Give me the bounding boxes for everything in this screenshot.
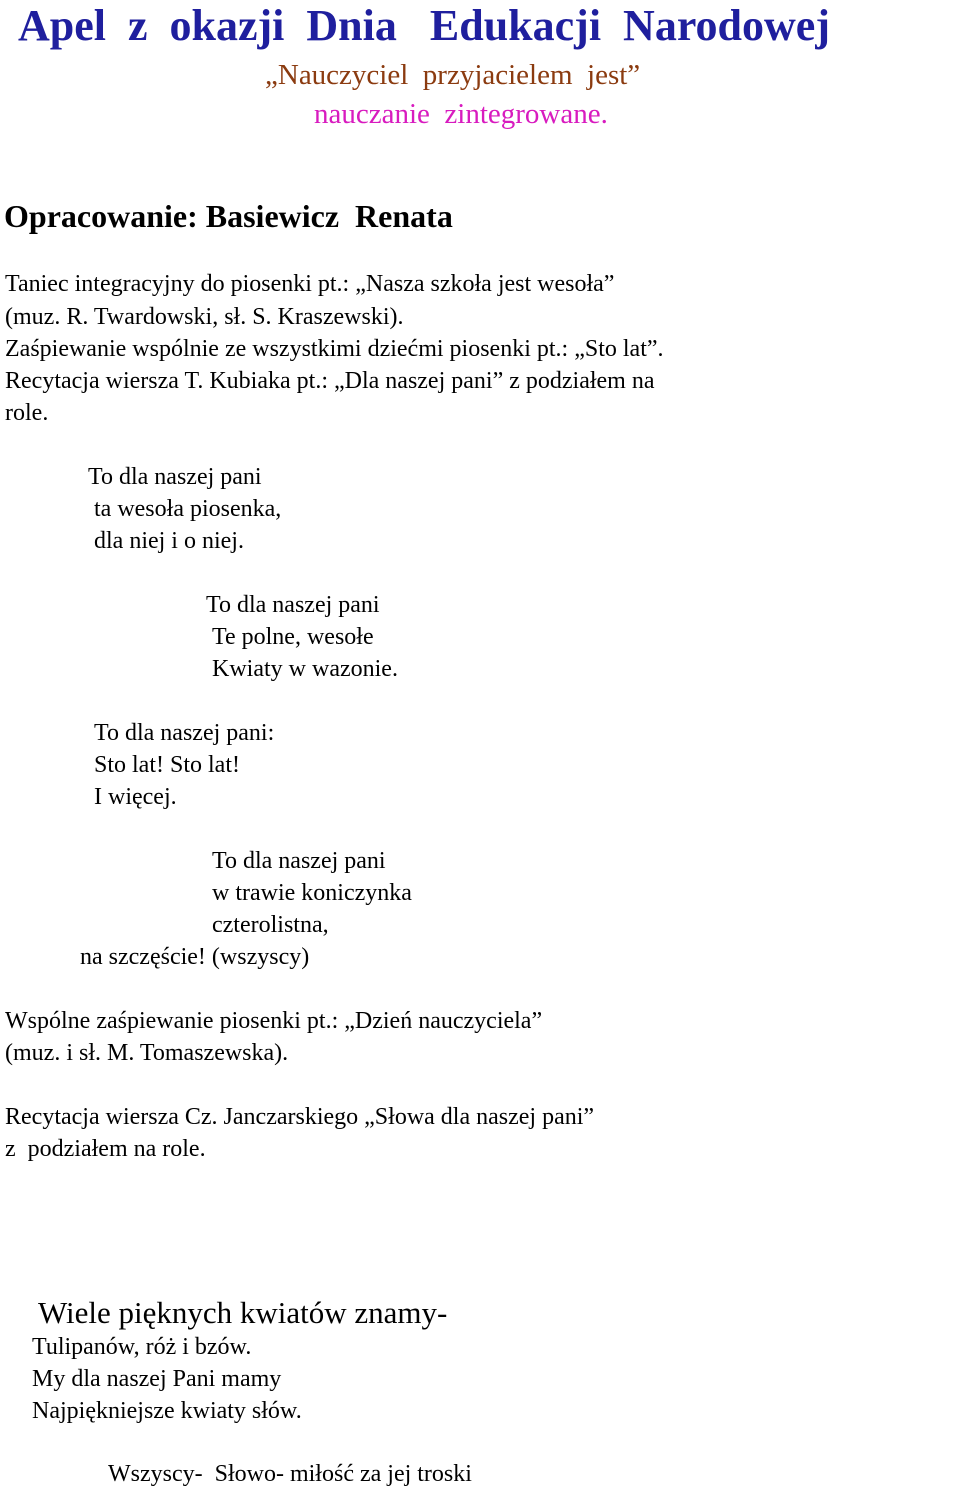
author-line: Opracowanie: Basiewicz Renata xyxy=(4,198,453,234)
song2-line-2: (muz. i sł. M. Tomaszewska). xyxy=(5,1040,289,1066)
poem1-stanza3-line-3: I więcej. xyxy=(94,784,177,810)
poem1-stanza2-line-2: Te polne, wesołe xyxy=(212,624,374,650)
recitation2-line-2: z podziałem na role. xyxy=(5,1136,206,1162)
poem1-stanza4-line-4: na szczęście! (wszyscy) xyxy=(80,944,310,970)
poem2-line-4: Najpiękniejsze kwiaty słów. xyxy=(32,1398,302,1424)
poem1-stanza1-line-2: ta wesoła piosenka, xyxy=(94,496,282,522)
poem2-line-3: My dla naszej Pani mamy xyxy=(32,1366,282,1392)
poem2-line-1: Wiele pięknych kwiatów znamy- xyxy=(38,1295,448,1330)
poem1-stanza4-line-1: To dla naszej pani xyxy=(212,848,386,874)
recitation2-line-1: Recytacja wiersza Cz. Janczarskiego „Słowa dla naszej pani” xyxy=(5,1104,595,1130)
intro-line-3: Zaśpiewanie wspólnie ze wszystkimi dziećmi piosenki pt.: „Sto lat”. xyxy=(5,336,664,362)
intro-line-1: Taniec integracyjny do piosenki pt.: „Nasza szkoła jest wesoła” xyxy=(5,271,615,297)
song2-line-1: Wspólne zaśpiewanie piosenki pt.: „Dzień nauczyciela” xyxy=(5,1008,543,1034)
poem1-stanza1-line-1: To dla naszej pani xyxy=(88,464,262,490)
poem2-line-2: Tulipanów, róż i bzów. xyxy=(32,1334,252,1360)
poem1-stanza3-line-2: Sto lat! Sto lat! xyxy=(94,752,240,778)
intro-line-2: (muz. R. Twardowski, sł. S. Kraszewski). xyxy=(5,304,404,330)
intro-line-4: Recytacja wiersza T. Kubiaka pt.: „Dla naszej pani” z podziałem na xyxy=(5,368,655,394)
poem2-line-5: Wszyscy- Słowo- miłość za jej troski xyxy=(108,1461,472,1487)
poem1-stanza4-line-3: czterolistna, xyxy=(212,912,329,938)
page-title: Apel z okazji Dnia Edukacji Narodowej xyxy=(18,1,830,50)
poem1-stanza3-line-1: To dla naszej pani: xyxy=(94,720,275,746)
intro-line-5: role. xyxy=(5,400,49,426)
subtitle-line-2: nauczanie zintegrowane. xyxy=(314,98,608,130)
subtitle-line-1: „Nauczyciel przyjacielem jest” xyxy=(265,59,641,91)
poem1-stanza1-line-3: dla niej i o niej. xyxy=(94,528,244,554)
poem1-stanza4-line-2: w trawie koniczynka xyxy=(212,880,412,906)
poem1-stanza2-line-1: To dla naszej pani xyxy=(206,592,380,618)
poem1-stanza2-line-3: Kwiaty w wazonie. xyxy=(212,656,398,682)
